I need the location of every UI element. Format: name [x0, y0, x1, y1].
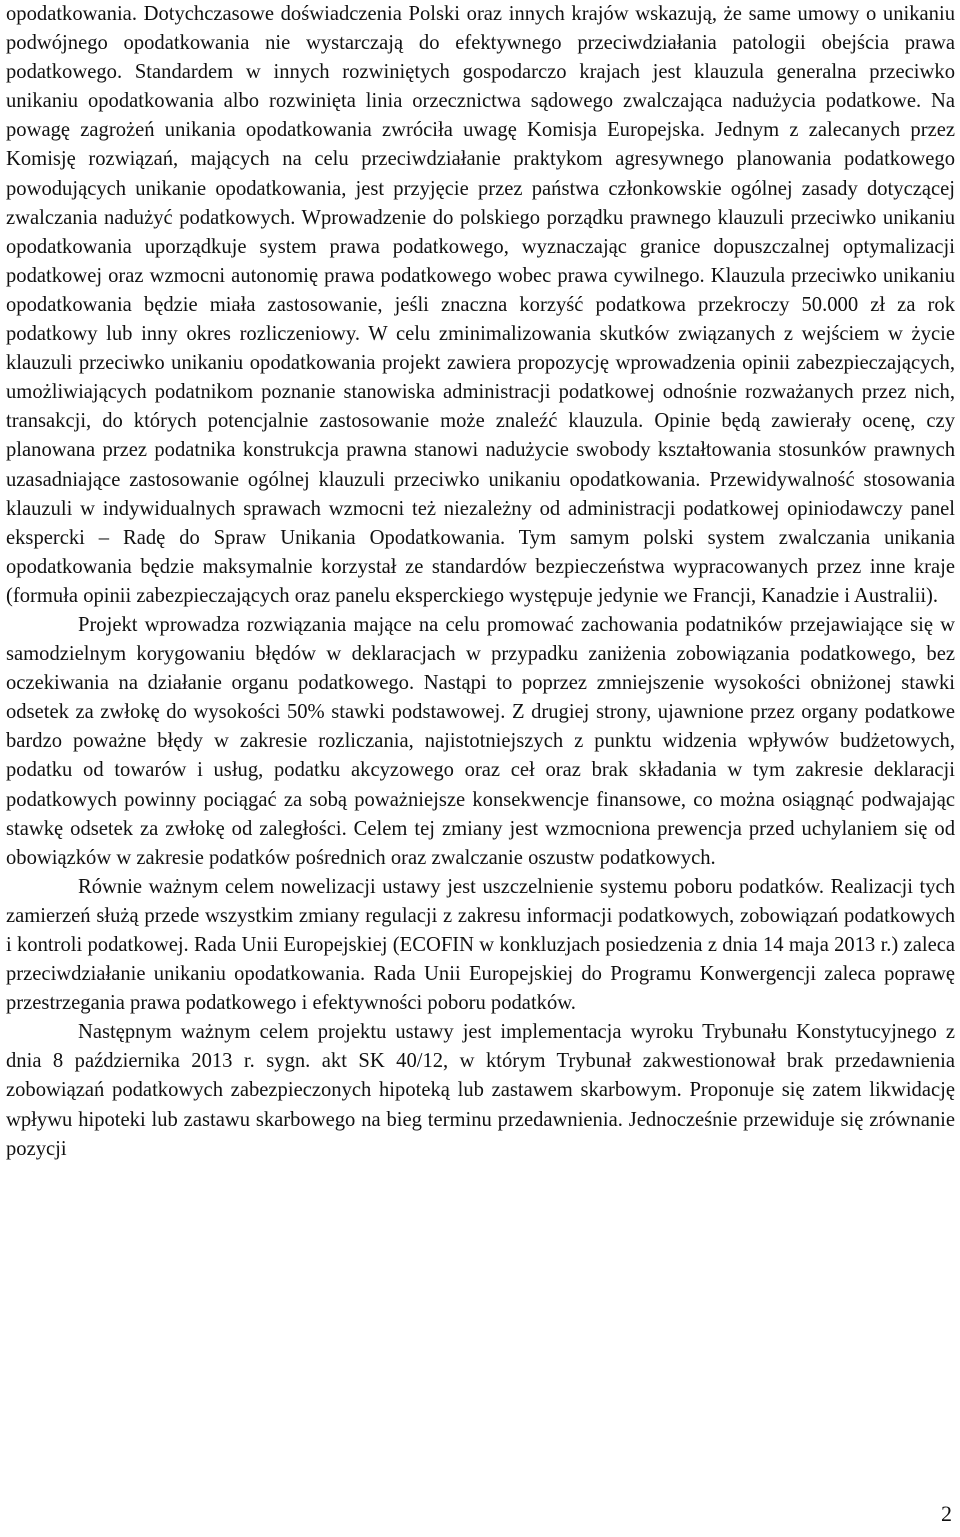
paragraph-2: Projekt wprowadza rozwiązania mające na celu promować zachowania podatników przejawiające się w samodzielnym korygowaniu błędów w deklaracjach w przypadku zaniżenia zobowiązania podatkowego, bez oczekiwania na działanie organu podatkowego. Nastąpi to poprzez zmniejszenie wysokości obniżonej stawki odsetek za zwłokę do wysokości 50% stawki podstawowej. Z drugiej strony, ujawnione przez organy podatkowe bardzo poważne błędy w zakresie rozliczania, najistotniejszych z punktu widzenia wpływów budżetowych, podatku od towarów i usług, podatku akcyzowego oraz ceł oraz brak składania w tym zakresie deklaracji podatkowych powinny pociągać za sobą poważniejsze konsekwencje finansowe, co można osiągnąć podwajając stawkę odsetek za zwłokę od zaległości. Celem tej zmiany jest wzmocniona prewencja przed uchylaniem się od obowiązków w zakresie podatków pośrednich oraz zwalczanie oszustw podatkowych.	[6, 613, 955, 869]
document-page	[6, 0, 955, 1164]
paragraph-3: Równie ważnym celem nowelizacji ustawy jest uszczelnienie systemu poboru podatków. Realizacji tych zamierzeń służą przede wszystkim zmiany regulacji z zakresu informacji podatkowych, zobowiązań podatkowych i kontroli podatkowej. Rada Unii Europejskiej (ECOFIN w konkluzjach posiedzenia z dnia 14 maja 2013 r.) zaleca przeciwdziałanie unikaniu opodatkowania. Rada Unii Europejskiej do Programu Konwergencji zaleca poprawę przestrzegania prawa podatkowego i efektywności poboru podatków.	[6, 875, 955, 1015]
paragraph-1: opodatkowania. Dotychczasowe doświadczenia Polski oraz innych krajów wskazują, że same umowy o unikaniu podwójnego opodatkowania nie wystarczają do efektywnego przeciwdziałania patologii obejścia prawa podatkowego. Standardem w innych rozwiniętych gospodarczo krajach jest klauzula generalna przeciwko unikaniu opodatkowania albo rozwinięta linia orzecznictwa sądowego zwalczająca nadużycia podatkowe. Na powagę zagrożeń unikania opodatkowania zwróciła uwagę Komisja Europejska. Jednym z zalecanych przez Komisję rozwiązań, mających na celu przeciwdziałanie praktykom agresywnego planowania podatkowego powodujących unikanie opodatkowania, jest przyjęcie przez państwa członkowskie ogólnej zasady dotyczącej zwalczania nadużyć podatkowych. Wprowadzenie do polskiego porządku prawnego klauzuli przeciwko unikaniu opodatkowania uporządkuje system prawa podatkowego, wyznaczając granice dopuszczalnej optymalizacji podatkowej oraz wzmocni autonomię prawa podatkowego wobec prawa cywilnego. Klauzula przeciwko unikaniu opodatkowania będzie miała zastosowanie, jeśli znaczna korzyść podatkowa przekroczy 50.000 zł za rok podatkowy lub inny okres rozliczeniowy. W celu zminimalizowania skutków związanych z wejściem w życie klauzuli przeciwko unikaniu opodatkowania projekt zawiera propozycję wprowadzenia opinii zabezpieczających, umożliwiających podatnikom poznanie stanowiska administracji podatkowej odnośnie rozważanych przez nich, transakcji, do których potencjalnie zastosowanie może znaleźć klauzula. Opinie będą zawierały ocenę, czy planowana przez podatnika konstrukcja prawna stanowi nadużycie swobody kształtowania stosunków prawnych uzasadniające zastosowanie ogólnej klauzuli przeciwko unikaniu opodatkowania. Przewidywalność stosowania klauzuli w indywidualnych sprawach wzmocni też niezależny od administracji podatkowej opiniodawczy panel ekspercki – Radę do Spraw Unikania Opodatkowania. Tym samym polski system zwalczania unikania opodatkowania będzie maksymalnie korzystał ze standardów bezpieczeństwa wypracowanych przez inne kraje (formuła opinii zabezpieczających oraz panelu eksperckiego występuje jedynie we Francji, Kanadzie i Australii).	[6, 3, 955, 607]
paragraph-4: Następnym ważnym celem projektu ustawy jest implementacja wyroku Trybunału Konstytucyjnego z dnia 8 października 2013 r. sygn. akt SK 40/12, w którym Trybunał zakwestionował brak przedawnienia zobowiązań podatkowych zabezpieczonych hipoteką lub zastawem skarbowym. Proponuje się zatem likwidację wpływu hipoteki lub zastawu skarbowego na bieg terminu przedawnienia. Jednocześnie przewiduje się zrównanie pozycji	[6, 1021, 955, 1160]
page-number: 2	[941, 1501, 952, 1526]
